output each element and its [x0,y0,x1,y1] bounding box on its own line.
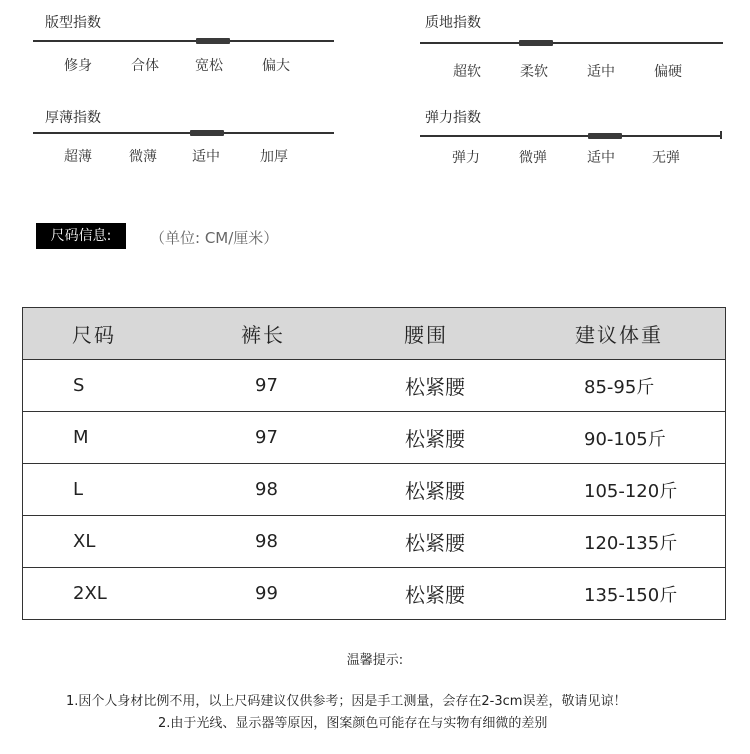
fit-option: 修身 [64,58,92,74]
texture-option: 柔软 [520,64,548,80]
cell-size: S [22,360,172,412]
cell-weight: 85-95斤 [512,360,726,412]
size-table-header-row [22,308,726,360]
texture-option: 超软 [453,64,481,80]
fit-option: 合体 [131,58,159,74]
cell-size: XL [22,516,172,568]
fit-option: 宽松 [195,58,223,74]
fit-index-track [33,40,334,42]
elasticity-option: 弹力 [452,150,480,166]
tip-line-2: 2.由于光线、显示器等原因，图案颜色可能存在与实物有细微的差别 [158,716,548,731]
thickness-option: 加厚 [260,149,288,165]
thickness-index-track [33,132,334,134]
cell-length: 98 [172,464,357,516]
elasticity-index-track [420,135,722,137]
cell-size: L [22,464,172,516]
elasticity-index-marker [588,133,622,139]
elasticity-option: 无弹 [652,150,680,166]
texture-index-track [420,42,723,44]
thickness-option: 超薄 [64,149,92,165]
thickness-index-title: 厚薄指数 [45,110,101,126]
table-row [22,464,726,516]
table-row [22,360,726,412]
size-info-badge: 尺码信息: [36,223,126,249]
size-table [22,307,726,620]
tip-line-1: 1.因个人身材比例不用，以上尺码建议仅供参考；因是手工测量，会存在2-3cm误差，敬请见谅！ [66,694,627,709]
fit-index-title: 版型指数 [45,15,101,31]
header-length: 裤长 [172,308,357,360]
texture-option: 适中 [587,64,615,80]
texture-index-marker [519,40,553,46]
fit-index-marker [196,38,230,44]
cell-length: 97 [172,412,357,464]
cell-length: 97 [172,360,357,412]
cell-waist: 松紧腰 [357,516,512,568]
cell-length: 99 [172,568,357,620]
thickness-option: 微薄 [129,149,157,165]
cell-weight: 120-135斤 [512,516,726,568]
cell-size: 2XL [22,568,172,620]
cell-weight: 105-120斤 [512,464,726,516]
thickness-index [45,107,345,177]
elasticity-track-endcap [720,131,722,139]
thickness-index-marker [190,130,224,136]
cell-waist: 松紧腰 [357,464,512,516]
header-weight: 建议体重 [512,308,726,360]
thickness-option: 适中 [192,149,220,165]
size-unit-note: （单位: CM/厘米） [150,229,279,247]
tips-title: 温馨提示: [346,653,404,668]
cell-weight: 135-150斤 [512,568,726,620]
elasticity-option: 微弹 [519,150,547,166]
fit-option: 偏大 [262,58,290,74]
header-waist: 腰围 [357,308,512,360]
texture-option: 偏硬 [654,64,682,80]
header-size: 尺码 [22,308,172,360]
table-row [22,412,726,464]
cell-waist: 松紧腰 [357,568,512,620]
table-row [22,516,726,568]
cell-size: M [22,412,172,464]
elasticity-option: 适中 [587,150,615,166]
cell-weight: 90-105斤 [512,412,726,464]
cell-waist: 松紧腰 [357,412,512,464]
texture-index-title: 质地指数 [425,15,481,31]
cell-length: 98 [172,516,357,568]
table-row [22,568,726,620]
cell-waist: 松紧腰 [357,360,512,412]
elasticity-index-title: 弹力指数 [425,110,481,126]
